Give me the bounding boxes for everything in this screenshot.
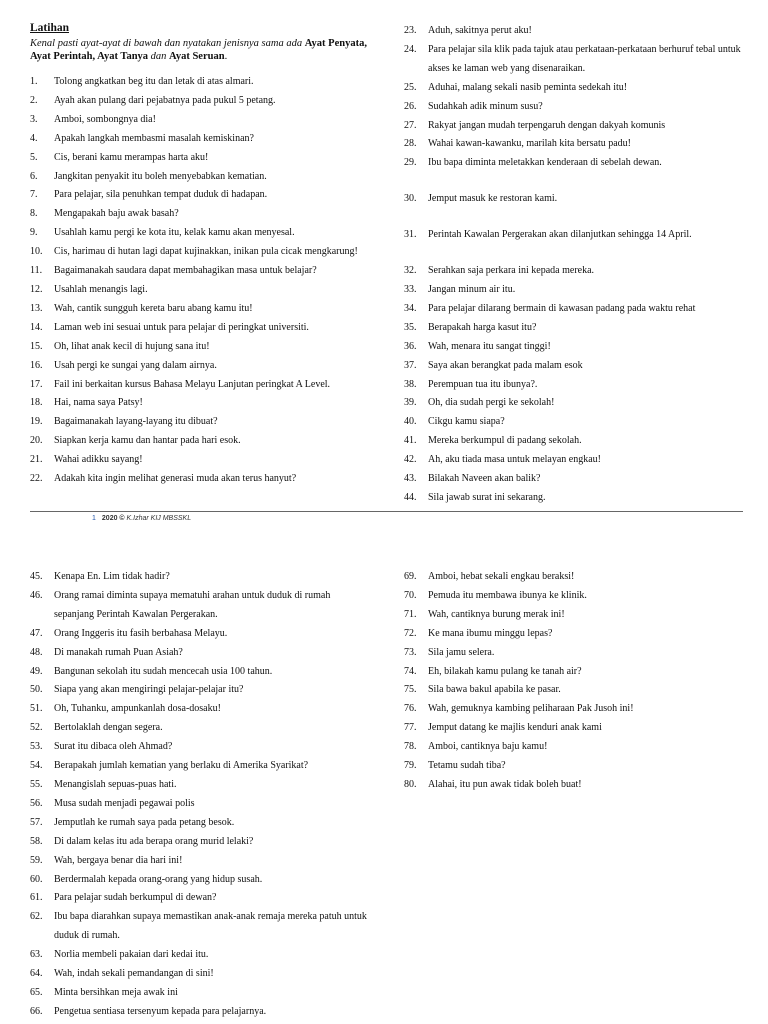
question-text: Di dalam kelas itu ada berapa orang murid lelaki?: [54, 835, 254, 847]
question-text: Alahai, itu pun awak tidak boleh buat!: [428, 778, 582, 790]
question-number: 3.: [30, 113, 38, 125]
footer-author: K.Izhar KIJ MBSSKL: [124, 515, 192, 522]
question-item: [404, 226, 750, 245]
question-text: Ah, aku tiada masa untuk melayan engkau!: [428, 454, 601, 466]
question-number: 45.: [30, 571, 43, 582]
question-number: 10.: [30, 246, 43, 258]
worksheet-title: Latihan: [30, 22, 69, 34]
question-item: [30, 130, 370, 149]
question-number: 6.: [30, 170, 38, 182]
question-text: Mereka berkumpul di padang sekolah.: [428, 435, 582, 447]
question-item: [404, 644, 750, 663]
question-item: [30, 984, 372, 1003]
question-number: 58.: [30, 835, 43, 847]
question-number: 21.: [30, 454, 43, 466]
question-number: 38.: [404, 378, 417, 390]
question-number: 76.: [404, 703, 417, 715]
question-text: Ibu bapa diminta meletakkan kenderaan di sebelah dewan.: [428, 157, 662, 169]
question-item: [30, 681, 372, 700]
question-number: 77.: [404, 722, 417, 734]
question-number: 75.: [404, 684, 417, 696]
question-number: 42.: [404, 454, 417, 466]
question-number: 30.: [404, 193, 417, 205]
question-text: Rakyat jangan mudah terpengaruh dengan dakyah komunis: [428, 119, 666, 131]
question-number: 49.: [30, 665, 43, 677]
question-text: Para pelajar sudah berkumpul di dewan?: [54, 892, 217, 904]
question-item: [30, 719, 372, 738]
question-text: Usah pergi ke sungai yang dalam airnya.: [54, 359, 217, 371]
question-number: 15.: [30, 340, 43, 352]
question-number: 7.: [30, 189, 38, 201]
question-number: 37.: [404, 359, 417, 371]
question-number: 34.: [404, 302, 417, 314]
question-number: 26.: [404, 100, 417, 112]
question-item: [30, 281, 370, 300]
instruction-text: Kenal pasti ayat-ayat di bawah dan nyatakan jenisnya sama ada Ayat Penyata, Ayat Perintah, Ayat Tanya dan Ayat Seruan.: [30, 38, 367, 62]
question-text: Norlia membeli pakaian dari kedai itu.: [54, 949, 209, 961]
question-item: [30, 394, 370, 413]
question-number: 35.: [404, 321, 417, 333]
page-divider: [30, 511, 743, 512]
question-text: Pengetua sentiasa tersenyum kepada para pelajarnya.: [54, 1005, 267, 1017]
question-text: Oh, Tuhanku, ampunkanlah dosa-dosaku!: [54, 703, 221, 715]
question-number: 54.: [30, 760, 43, 772]
question-number: 17.: [30, 378, 43, 390]
question-text: Sila jamu selera.: [428, 646, 495, 658]
question-text: Wahai adikku sayang!: [54, 454, 143, 466]
question-item: [404, 451, 750, 470]
question-item: [404, 98, 750, 117]
question-number: 79.: [404, 760, 417, 772]
question-item: [404, 568, 750, 587]
question-item: [404, 190, 750, 209]
question-number: 12.: [30, 283, 43, 295]
question-text: Amboi, cantiknya baju kamu!: [428, 741, 548, 753]
question-text: Jangan minum air itu.: [428, 283, 516, 295]
question-number: 2.: [30, 94, 38, 106]
question-text: Usahlah kamu pergi ke kota itu, kelak kamu akan menyesal.: [54, 227, 295, 239]
page2-left-column: [30, 568, 372, 1022]
question-number: 1.: [30, 76, 38, 87]
question-number: 63.: [30, 949, 43, 961]
question-number: 41.: [404, 435, 417, 447]
question-item: [30, 186, 370, 205]
question-number: 44.: [404, 491, 417, 503]
question-number: 8.: [30, 208, 38, 220]
question-item: [404, 432, 750, 451]
question-item: [30, 568, 372, 587]
question-number: 80.: [404, 778, 417, 790]
question-text: Tolong angkatkan beg itu dan letak di atas almari.: [54, 76, 254, 87]
question-item: [404, 357, 750, 376]
question-text: Wah, cantik sungguh kereta baru abang kamu itu!: [54, 302, 253, 314]
question-text: Di manakah rumah Puan Asiah?: [54, 646, 183, 658]
question-number: 32.: [404, 265, 417, 277]
question-text: Menangislah sepuas-puas hati.: [54, 778, 177, 790]
question-item: [404, 625, 750, 644]
question-item: [30, 663, 372, 682]
question-text: Serahkan saja perkara ini kepada mereka.: [428, 265, 595, 277]
question-text: Sila bawa bakul apabila ke pasar.: [428, 684, 561, 696]
question-number: 51.: [30, 703, 43, 715]
question-text: Amboi, sombongnya dia!: [54, 113, 156, 125]
question-number: 20.: [30, 435, 43, 447]
question-text: Adakah kita ingin melihat generasi muda akan terus hanyut?: [54, 473, 297, 485]
question-number: 65.: [30, 986, 43, 998]
question-item: [30, 587, 372, 625]
question-number: 27.: [404, 119, 417, 131]
question-item: [30, 451, 370, 470]
question-item: [404, 79, 750, 98]
question-text: Wah, menara itu sangat tinggi!: [428, 340, 551, 352]
question-item: [404, 394, 750, 413]
question-item: [404, 376, 750, 395]
page2-right-column: [404, 568, 750, 795]
question-text: Bertolaklah dengan segera.: [54, 722, 163, 734]
question-text: Para pelajar sila klik pada tajuk atau perkataan-perkataan berhuruf tebal untuk akses ke laman web yang disenaraikan.: [428, 43, 741, 74]
question-number: 55.: [30, 778, 43, 790]
question-item: [30, 300, 370, 319]
question-item: [30, 111, 370, 130]
question-item: [404, 338, 750, 357]
question-item: [30, 432, 370, 451]
question-item: [30, 700, 372, 719]
question-text: Jemput datang ke majlis kenduri anak kami: [428, 722, 602, 734]
question-item: [404, 606, 750, 625]
question-item: [404, 587, 750, 606]
question-text: Para pelajar dilarang bermain di kawasan padang pada waktu rehat: [428, 302, 696, 314]
question-text: Berapakah jumlah kematian yang berlaku di Amerika Syarikat?: [54, 760, 309, 772]
question-text: Sila jawab surat ini sekarang.: [428, 491, 546, 503]
question-item: [30, 224, 370, 243]
question-item: [404, 135, 750, 154]
question-text: Wah, gemuknya kambing peliharaan Pak Jusoh ini!: [428, 703, 634, 715]
question-number: 19.: [30, 416, 43, 428]
footer-year: 2020 ©: [101, 515, 125, 522]
question-item: [404, 22, 750, 41]
question-text: Perintah Kawalan Pergerakan akan dilanjutkan sehingga 14 April.: [428, 229, 692, 241]
question-text: Bilakah Naveen akan balik?: [428, 473, 541, 485]
question-item: [404, 681, 750, 700]
question-text: Fail ini berkaitan kursus Bahasa Melayu Lanjutan peringkat A Level.: [54, 378, 331, 390]
question-text: Perempuan tua itu ibunya?.: [428, 378, 538, 390]
question-text: Ibu bapa diarahkan supaya memastikan anak-anak remaja mereka patuh untuk duduk di rumah.: [54, 911, 367, 942]
question-text: Orang ramai diminta supaya mematuhi arahan untuk duduk di rumah sepanjang Perintah Kawalan Pergerakan.: [54, 589, 331, 620]
question-item: [30, 889, 372, 908]
question-text: Bagaimanakah saudara dapat membahagikan masa untuk belajar?: [54, 265, 317, 277]
question-text: Orang Inggeris itu fasih berbahasa Melayu.: [54, 627, 228, 639]
question-text: Bangunan sekolah itu sudah mencecah usia 100 tahun.: [54, 665, 273, 677]
question-item: [404, 489, 750, 508]
page1-left-column: [30, 22, 370, 489]
question-text: Jangkitan penyakit itu boleh menyebabkan kematian.: [54, 170, 267, 182]
question-item: [30, 965, 372, 984]
question-text: Siapkan kerja kamu dan hantar pada hari esok.: [54, 435, 241, 447]
question-number: 56.: [30, 797, 43, 809]
question-item: [404, 300, 750, 319]
question-number: 23.: [404, 25, 417, 36]
question-number: 73.: [404, 646, 417, 658]
question-text: Pemuda itu membawa ibunya ke klinik.: [428, 589, 587, 601]
question-item: [404, 41, 750, 79]
question-number: 11.: [30, 265, 43, 277]
question-text: Ayah akan pulang dari pejabatnya pada pukul 5 petang.: [54, 94, 276, 106]
question-item: [30, 908, 372, 946]
question-text: Cis, harimau di hutan lagi dapat kujinakkan, inikan pula cicak mengkarung!: [54, 246, 358, 258]
question-number: 70.: [404, 589, 417, 601]
question-text: Sudahkah adik minum susu?: [428, 100, 543, 112]
question-text: Aduhai, malang sekali nasib peminta sedekah itu!: [428, 81, 628, 93]
question-number: 43.: [404, 473, 417, 485]
question-item: [404, 262, 750, 281]
page-footer: [92, 515, 191, 522]
question-text: Jemputlah ke rumah saya pada petang besok.: [54, 816, 235, 828]
question-number: 64.: [30, 968, 43, 980]
question-item: [30, 738, 372, 757]
question-item: [30, 814, 372, 833]
question-item: [30, 470, 370, 489]
question-text: Ke mana ibumu minggu lepas?: [428, 627, 553, 639]
question-text: Musa sudah menjadi pegawai polis: [54, 797, 195, 809]
question-number: 61.: [30, 892, 43, 904]
question-number: 71.: [404, 608, 417, 620]
question-text: Wah, cantiknya burung merak ini!: [428, 608, 565, 620]
question-text: Apakah langkah membasmi masalah kemiskinan?: [54, 132, 254, 144]
question-list: [30, 568, 372, 1022]
question-text: Aduh, sakitnya perut aku!: [428, 25, 532, 36]
question-text: Mengapakah baju awak basah?: [54, 208, 179, 220]
question-number: 9.: [30, 227, 38, 239]
page1-right-column: [404, 22, 750, 508]
question-number: 39.: [404, 397, 417, 409]
question-item: [404, 413, 750, 432]
question-item: [30, 644, 372, 663]
question-list: [30, 73, 370, 489]
question-text: Saya akan berangkat pada malam esok: [428, 359, 583, 371]
question-number: 46.: [30, 589, 43, 601]
question-text: Laman web ini sesuai untuk para pelajar di peringkat universiti.: [54, 321, 309, 333]
question-item: [30, 757, 372, 776]
question-item: [30, 92, 370, 111]
question-item: [404, 154, 750, 173]
question-item: [30, 946, 372, 965]
question-text: Surat itu dibaca oleh Ahmad?: [54, 741, 173, 753]
question-item: [404, 757, 750, 776]
page-number: 1: [92, 515, 96, 522]
question-item: [30, 205, 370, 224]
question-item: [30, 73, 370, 92]
question-text: Para pelajar, sila penuhkan tempat duduk di hadapan.: [54, 189, 268, 201]
question-item: [30, 376, 370, 395]
question-number: 24.: [404, 43, 417, 55]
question-item: [404, 776, 750, 795]
question-text: Wah, bergaya benar dia hari ini!: [54, 854, 183, 866]
question-number: 72.: [404, 627, 417, 639]
question-item: [30, 338, 370, 357]
question-number: 53.: [30, 741, 43, 753]
question-item: [30, 149, 370, 168]
question-text: Kenapa En. Lim tidak hadir?: [54, 571, 170, 582]
question-number: 33.: [404, 283, 417, 295]
question-item: [30, 319, 370, 338]
question-number: 25.: [404, 81, 417, 93]
question-item: [404, 117, 750, 136]
question-number: 5.: [30, 151, 38, 163]
question-item: [404, 700, 750, 719]
question-text: Oh, dia sudah pergi ke sekolah!: [428, 397, 555, 409]
question-number: 14.: [30, 321, 43, 333]
question-item: [30, 852, 372, 871]
question-number: 28.: [404, 138, 417, 150]
question-text: Usahlah menangis lagi.: [54, 283, 148, 295]
question-number: 78.: [404, 741, 417, 753]
question-text: Minta bersihkan meja awak ini: [54, 986, 178, 998]
question-text: Tetamu sudah tiba?: [428, 760, 506, 772]
question-number: 62.: [30, 911, 43, 923]
question-item: [30, 262, 370, 281]
question-number: 31.: [404, 229, 417, 241]
question-number: 22.: [30, 473, 43, 485]
question-item: [404, 738, 750, 757]
question-item: [30, 243, 370, 262]
question-text: Siapa yang akan mengiringi pelajar-pelajar itu?: [54, 684, 244, 696]
question-item: [404, 719, 750, 738]
question-number: 47.: [30, 627, 43, 639]
question-item: [404, 319, 750, 338]
question-number: 57.: [30, 816, 43, 828]
question-item: [30, 871, 372, 890]
question-item: [404, 663, 750, 682]
question-number: 59.: [30, 854, 43, 866]
question-text: Hai, nama saya Patsy!: [54, 397, 143, 409]
question-item: [30, 833, 372, 852]
question-text: Jemput masuk ke restoran kami.: [428, 193, 558, 205]
question-number: 66.: [30, 1005, 43, 1017]
question-item: [404, 281, 750, 300]
question-text: Amboi, hebat sekali engkau beraksi!: [428, 571, 575, 582]
question-number: 52.: [30, 722, 43, 734]
question-text: Oh, lihat anak kecil di hujung sana itu!: [54, 340, 210, 352]
question-number: 36.: [404, 340, 417, 352]
question-item: [30, 795, 372, 814]
question-number: 4.: [30, 132, 38, 144]
question-number: 69.: [404, 571, 417, 582]
question-text: Cis, berani kamu merampas harta aku!: [54, 151, 209, 163]
question-item: [30, 168, 370, 187]
question-number: 50.: [30, 684, 43, 696]
question-item: [30, 1003, 372, 1022]
question-number: 29.: [404, 157, 417, 169]
question-number: 18.: [30, 397, 43, 409]
question-text: Cikgu kamu siapa?: [428, 416, 505, 428]
question-item: [30, 625, 372, 644]
question-number: 16.: [30, 359, 43, 371]
worksheet-page-2: [0, 560, 768, 1024]
question-number: 74.: [404, 665, 417, 677]
question-text: Berapakah harga kasut itu?: [428, 321, 537, 333]
question-list: [404, 568, 750, 795]
question-list: [404, 22, 750, 508]
question-number: 40.: [404, 416, 417, 428]
question-item: [30, 413, 370, 432]
question-text: Berdermalah kepada orang-orang yang hidup susah.: [54, 873, 263, 885]
question-number: 13.: [30, 302, 43, 314]
question-text: Eh, bilakah kamu pulang ke tanah air?: [428, 665, 582, 677]
question-text: Wahai kawan-kawanku, marilah kita bersatu padu!: [428, 138, 632, 150]
question-text: Wah, indah sekali pemandangan di sini!: [54, 968, 214, 980]
question-item: [30, 776, 372, 795]
question-item: [30, 357, 370, 376]
question-item: [404, 470, 750, 489]
question-text: Bagaimanakah layang-layang itu dibuat?: [54, 416, 218, 428]
question-number: 60.: [30, 873, 43, 885]
question-number: 48.: [30, 646, 43, 658]
